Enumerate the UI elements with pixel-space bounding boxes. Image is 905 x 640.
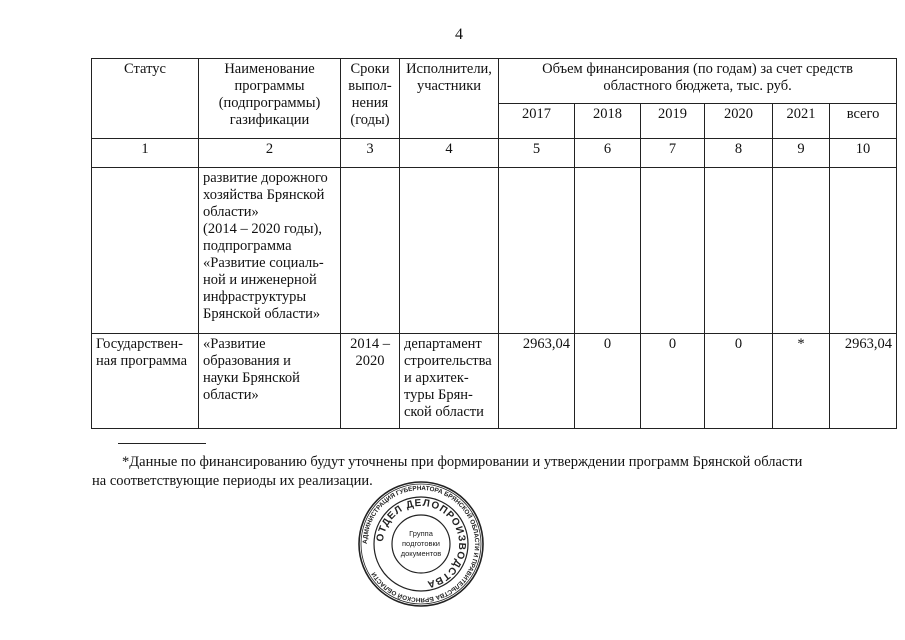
column-number: 4 [400,139,499,168]
page-number: 4 [455,26,463,43]
column-number: 6 [575,139,641,168]
row-value-2019 [641,168,705,334]
header-year-2019: 2019 [641,104,705,139]
column-number: 1 [92,139,199,168]
row-terms: 2014 – 2020 [341,334,400,429]
column-number: 3 [341,139,400,168]
header-year-2018: 2018 [575,104,641,139]
row-program-name: развитие дорожного хозяйства Брянской области» (2014 – 2020 годы), подпрограмма «Развитие социаль- ной и инженерной инфраструктуры Брянской области» [199,168,341,334]
header-status: Статус [92,59,199,139]
footnote-rule [118,443,206,444]
header-year-2020: 2020 [705,104,773,139]
stamp-center-line-1: Группа [409,529,433,538]
column-number: 8 [705,139,773,168]
row-value-2018: 0 [575,334,641,429]
stamp-center-line-3: документов [400,549,442,558]
column-number: 10 [830,139,897,168]
footnote-line-2: на соответствующие периоды их реализации. [92,473,373,489]
header-year-2017: 2017 [499,104,575,139]
stamp-middle-text: ОТДЕЛ ДЕЛОПРОИЗВОДСТВА [374,497,468,590]
header-program-name: Наименование программы (подпрограммы) газификации [199,59,341,139]
row-status: Государствен- ная программа [92,334,199,429]
stamp-outer-text: АДМИНИСТРАЦИЯ ГУБЕРНАТОРА БРЯНСКОЙ ОБЛАСТИ И ПРАВИТЕЛЬСТВА БРЯНСКОЙ ОБЛАСТИ [361,484,481,604]
row-value-2020: 0 [705,334,773,429]
header-total: всего [830,104,897,139]
row-value-2021 [773,168,830,334]
column-numbers-row [92,139,897,168]
row-program-name: «Развитие образования и науки Брянской области» [199,334,341,429]
column-number: 5 [499,139,575,168]
header-financing: Объем финансирования (по годам) за счет средств областного бюджета, тыс. руб. [499,59,897,104]
column-number: 2 [199,139,341,168]
row-terms [341,168,400,334]
row-executors [400,168,499,334]
official-stamp [356,479,486,609]
row-value-2017: 2963,04 [499,334,575,429]
stamp-center-line-2: подготовки [402,539,440,548]
row-executors: департамент строительства и архитек- туры Брян- ской области [400,334,499,429]
row-value-2021: * [773,334,830,429]
financing-table [91,58,897,429]
table-row [92,334,897,429]
row-value-2018 [575,168,641,334]
row-value-2020 [705,168,773,334]
column-number: 9 [773,139,830,168]
header-year-2021: 2021 [773,104,830,139]
row-value-2019: 0 [641,334,705,429]
footnote-line-1: *Данные по финансированию будут уточнены при формировании и утверждении программ Брянской области [122,454,803,470]
table-row [92,168,897,334]
row-status [92,168,199,334]
header-terms: Сроки выпол- нения (годы) [341,59,400,139]
row-value-2017 [499,168,575,334]
header-executors: Исполнители, участники [400,59,499,139]
row-value-total: 2963,04 [830,334,897,429]
row-value-total [830,168,897,334]
column-number: 7 [641,139,705,168]
